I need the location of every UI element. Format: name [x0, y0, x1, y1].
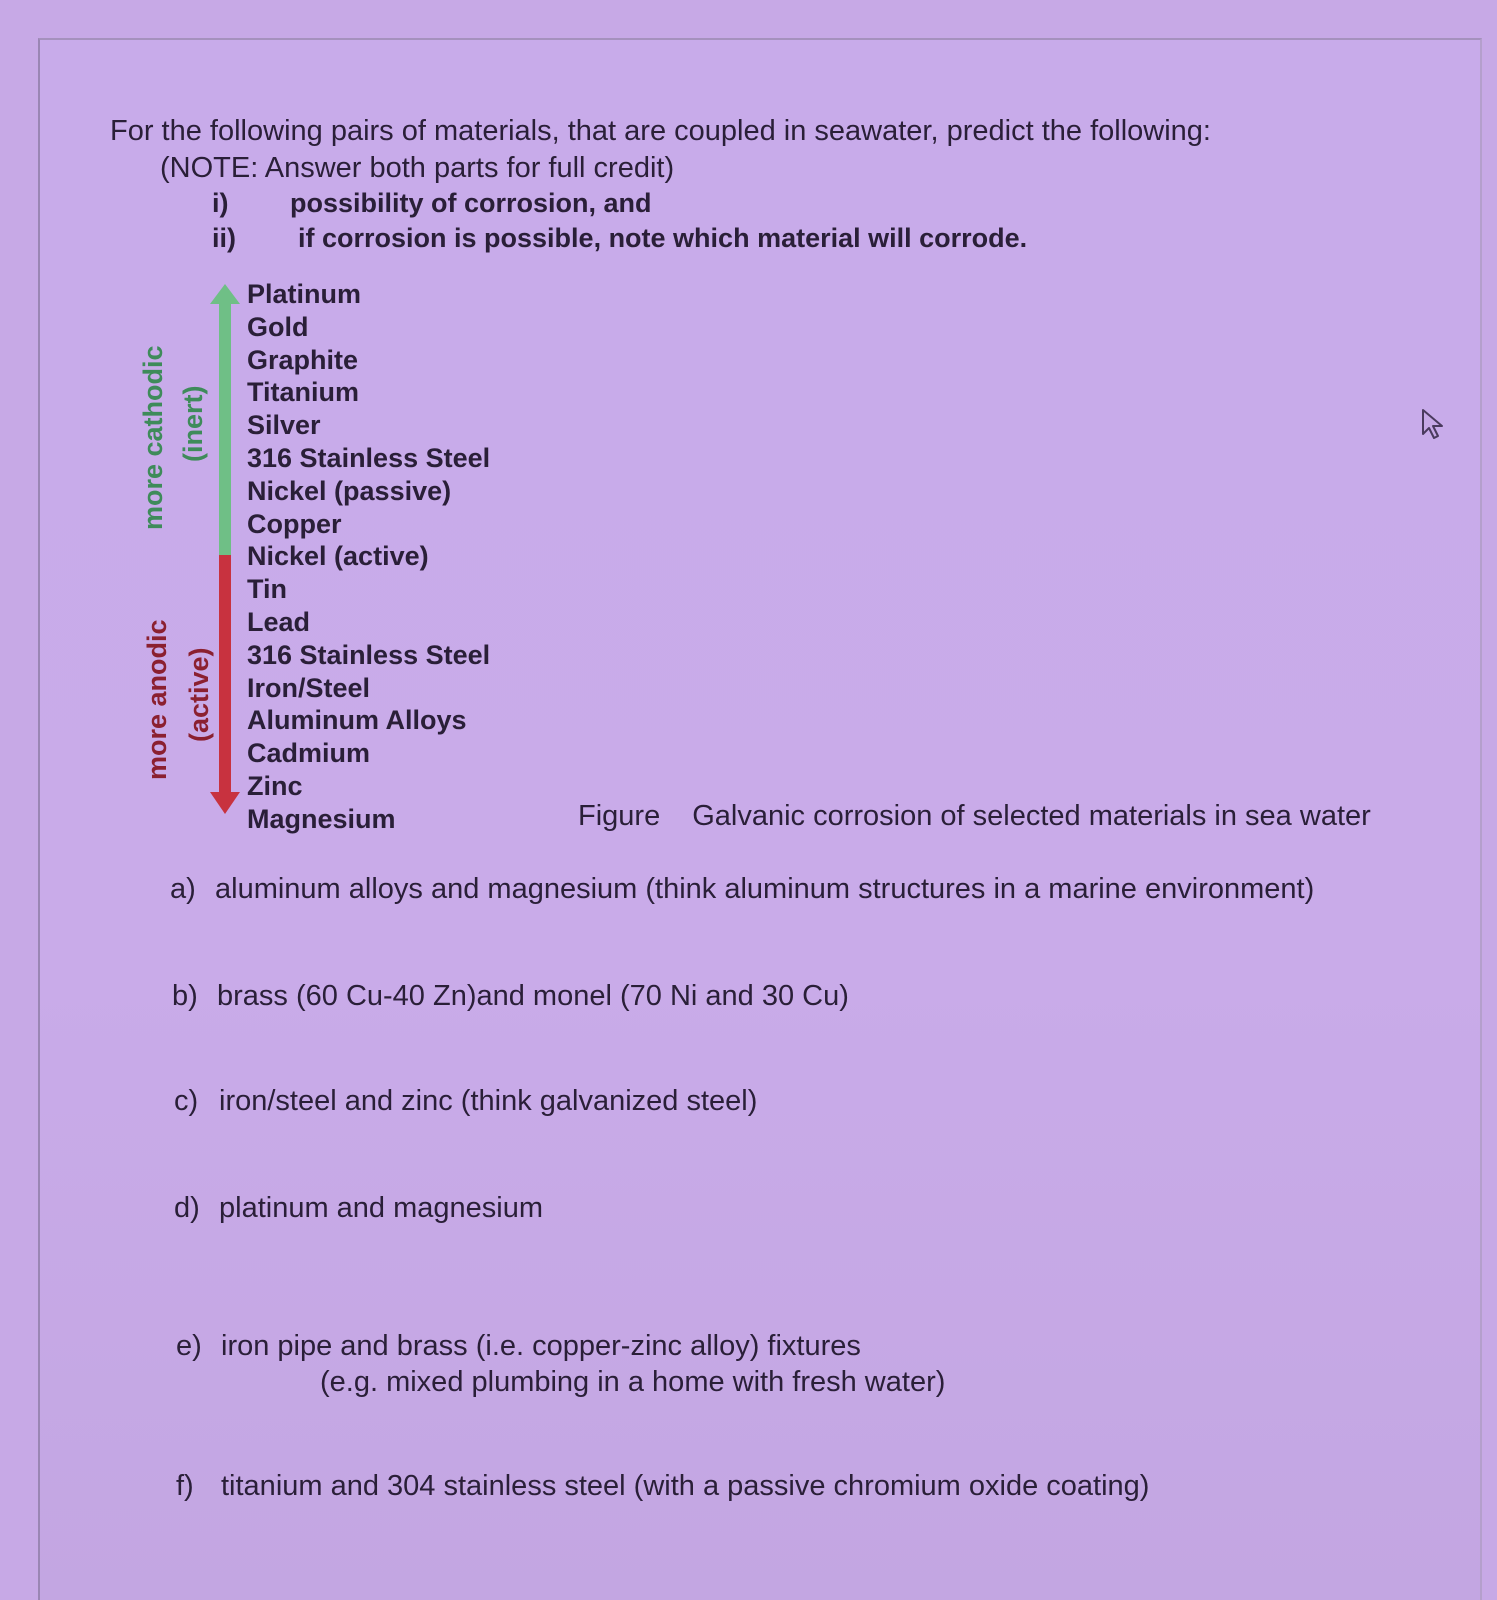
arrow-head-down	[210, 792, 240, 814]
question-c-label: c)	[174, 1085, 199, 1117]
question-e-label: e)	[176, 1330, 202, 1362]
material-copper: Copper	[247, 508, 342, 539]
material-lead: Lead	[247, 606, 311, 637]
question-b	[172, 980, 849, 1013]
question-f-text: titanium and 304 stainless steel (with a passive chromium oxide coating)	[221, 1470, 1150, 1502]
material-aluminum-alloys: Aluminum Alloys	[247, 705, 467, 736]
material-iron-steel: Iron/Steel	[247, 672, 371, 703]
arrow-shaft-anodic	[219, 555, 231, 795]
cathodic-sublabel: (inert)	[178, 385, 208, 462]
arrow-shaft-cathodic	[219, 302, 231, 555]
question-b-text: brass (60 Cu-40 Zn)and monel (70 Ni and 30 Cu)	[217, 980, 849, 1012]
question-a-label: a)	[170, 873, 196, 905]
material-cadmium: Cadmium	[247, 738, 371, 769]
material-magnesium: Magnesium	[247, 803, 396, 834]
material-platinum: Platinum	[247, 279, 362, 309]
question-f	[176, 1470, 1149, 1503]
arrow-head-up	[210, 284, 240, 304]
anodic-sublabel: (active)	[184, 647, 214, 742]
material-tin: Tin	[247, 574, 287, 605]
question-f-label: f)	[176, 1470, 194, 1502]
question-e-continuation: (e.g. mixed plumbing in a home with fresh water)	[320, 1366, 946, 1398]
anodic-label: more anodic	[142, 619, 172, 780]
material-zinc: Zinc	[247, 770, 303, 801]
question-c-text: iron/steel and zinc (think galvanized steel)	[219, 1085, 758, 1117]
galvanic-arrow	[205, 280, 245, 820]
cathodic-label: more cathodic	[138, 345, 168, 530]
question-e	[176, 1330, 861, 1363]
figure-caption-text: Galvanic corrosion of selected materials in sea water	[692, 800, 1371, 832]
question-a	[170, 873, 1314, 906]
question-d-label: d)	[174, 1192, 200, 1224]
material-silver: Silver	[247, 410, 321, 441]
part-ii-text: if corrosion is possible, note which material will corrode.	[298, 223, 1028, 253]
mouse-pointer-icon	[1420, 408, 1450, 440]
question-a-text: aluminum alloys and magnesium (think aluminum structures in a marine environment)	[215, 873, 1315, 905]
part-ii-number: ii)	[212, 223, 236, 253]
figure-caption	[578, 800, 1371, 833]
material-titanium: Titanium	[247, 377, 360, 408]
material-gold: Gold	[247, 311, 309, 342]
question-d-text: platinum and magnesium	[219, 1192, 544, 1224]
galvanic-series-list	[247, 278, 490, 836]
question-b-label: b)	[172, 980, 198, 1012]
part-i-number: i)	[212, 188, 229, 218]
material-nickel-passive: Nickel (passive)	[247, 475, 452, 506]
question-c	[174, 1085, 757, 1118]
instructions-intro: For the following pairs of materials, that are coupled in seawater, predict the following:	[110, 115, 1211, 147]
question-e-text: iron pipe and brass (i.e. copper-zinc alloy) fixtures	[221, 1330, 861, 1362]
material-316-stainless-passive: 316 Stainless Steel	[247, 442, 491, 473]
figure-caption-word: Figure	[578, 800, 661, 832]
material-316-stainless-active: 316 Stainless Steel	[247, 639, 491, 670]
instructions-note: (NOTE: Answer both parts for full credit)	[160, 152, 675, 184]
part-i-text: possibility of corrosion, and	[290, 188, 652, 218]
material-nickel-active: Nickel (active)	[247, 541, 429, 572]
question-d	[174, 1192, 543, 1225]
material-graphite: Graphite	[247, 344, 359, 375]
